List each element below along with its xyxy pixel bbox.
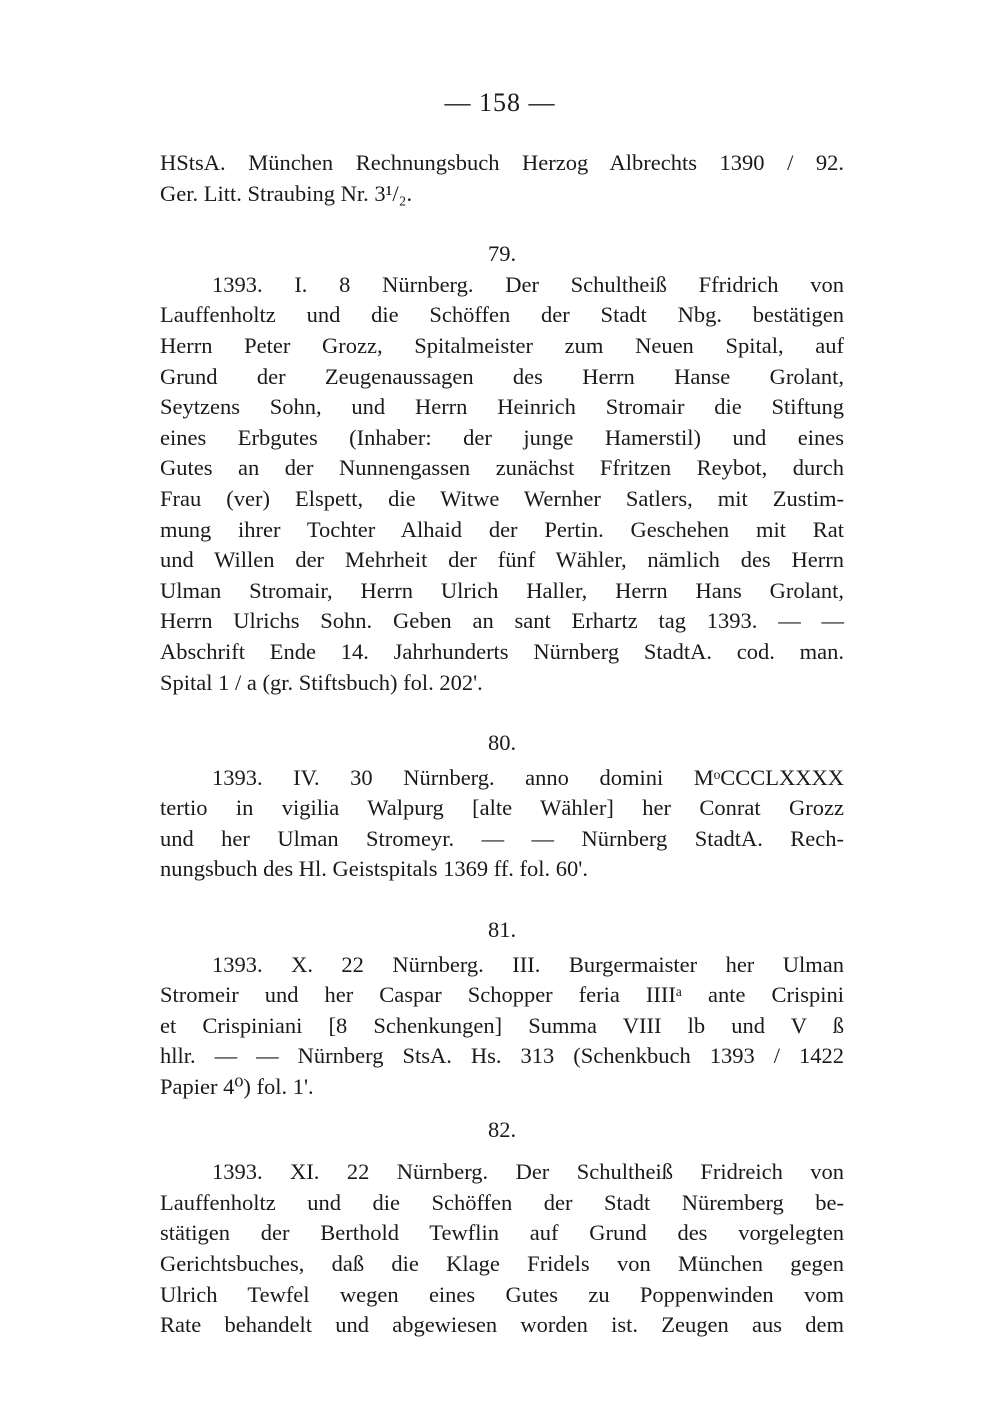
entry-line: Seytzens Sohn, und Herrn Heinrich Stromair die Stiftung	[160, 394, 844, 420]
entry-line: Gerichtsbuches, daß die Klage Fridels von München gegen	[160, 1251, 844, 1276]
entry-line: mung ihrer Tochter Alhaid der Pertin. Geschehen mit Rat	[160, 516, 844, 542]
entry-line: 1393. I. 8 Nürnberg. Der Schultheiß Ffridrich von	[212, 271, 844, 297]
entry-line: Stromeir und her Caspar Schopper feria IIIIᵃ ante Crispini	[160, 982, 844, 1008]
entry-line: nungsbuch des Hl. Geistspitals 1369 ff. fol. 60'.	[160, 856, 588, 882]
entry-line: Grund der Zeugenaussagen des Herrn Hanse Grolant,	[160, 363, 844, 389]
entry-line: Frau (ver) Elspett, die Witwe Wernher Satlers, mit Zustim-	[160, 485, 844, 511]
entry-line: hllr. — — Nürnberg StsA. Hs. 313 (Schenkbuch 1393 / 1422	[160, 1043, 844, 1069]
entry-number: 81.	[487, 917, 517, 943]
entry-line: und her Ulman Stromeyr. — — Nürnberg StadtA. Rech-	[160, 825, 844, 851]
entry-line: Lauffenholtz und die Schöffen der Stadt Nüremberg be-	[160, 1189, 844, 1215]
source-note-line: HStsA. München Rechnungsbuch Herzog Albrechts 1390 / 92.	[160, 150, 844, 175]
entry-line: Ulman Stromair, Herrn Ulrich Haller, Herrn Hans Grolant,	[160, 577, 844, 603]
entry-line: Herrn Ulrichs Sohn. Geben an sant Erhartz tag 1393. — —	[160, 608, 844, 634]
entry-line: Abschrift Ende 14. Jahrhunderts Nürnberg StadtA. cod. man.	[160, 638, 844, 664]
entry-line: Spital 1 / a (gr. Stiftsbuch) fol. 202'.	[160, 669, 483, 695]
entry-line: Herrn Peter Grozz, Spitalmeister zum Neuen Spital, auf	[160, 332, 844, 358]
entry-line: eines Erbgutes (Inhaber: der junge Hamerstil) und eines	[160, 424, 844, 450]
entry-line: stätigen der Berthold Tewflin auf Grund des vorgelegten	[160, 1220, 844, 1246]
page-number: — 158 —	[444, 88, 556, 117]
entry-line: und Willen der Mehrheit der fünf Wähler, nämlich des Herrn	[160, 547, 844, 573]
entry-line: Gutes an der Nunnengassen zunächst Ffritzen Reybot, durch	[160, 455, 844, 481]
entry-line: 1393. X. 22 Nürnberg. III. Burgermaister her Ulman	[212, 951, 844, 977]
entry-number: 79.	[487, 241, 517, 267]
entry-line: 1393. IV. 30 Nürnberg. anno domini MᵒCCCLXXXX	[212, 764, 844, 790]
entry-number: 80.	[487, 730, 517, 756]
entry-line: et Crispiniani [8 Schenkungen] Summa VIII lb und V ß	[160, 1012, 844, 1038]
entry-line: Rate behandelt und abgewiesen worden ist. Zeugen aus dem	[160, 1312, 844, 1338]
entry-line: Ulrich Tewfel wegen eines Gutes zu Poppenwinden vom	[160, 1281, 844, 1307]
entry-number: 82.	[487, 1116, 517, 1142]
entry-line: Lauffenholtz und die Schöffen der Stadt Nbg. bestätigen	[160, 302, 844, 328]
source-note-line: Ger. Litt. Straubing Nr. 3¹/₂.	[160, 180, 413, 206]
entry-line: 1393. XI. 22 Nürnberg. Der Schultheiß Fridreich von	[212, 1159, 844, 1185]
entry-line: tertio in vigilia Walpurg [alte Wähler] her Conrat Grozz	[160, 795, 844, 821]
entry-line: Papier 4⁰) fol. 1'.	[160, 1074, 314, 1100]
page-body	[160, 148, 844, 1341]
